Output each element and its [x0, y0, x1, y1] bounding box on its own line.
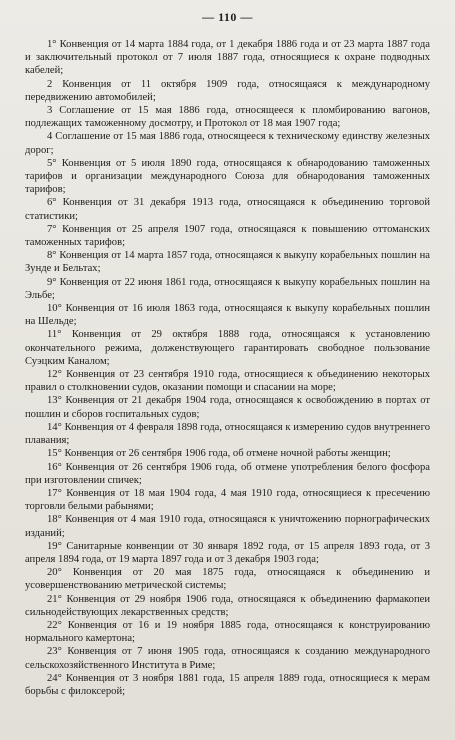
list-item: 9° Конвенция от 22 июня 1861 года, относящаяся к выкупу корабельных пошлин на Эльбе;: [25, 276, 430, 301]
list-item: 19° Санитарные конвенции от 30 января 1892 года, от 15 апреля 1893 года, от 3 апреля 1894 года, от 19 марта 1897 года и от 3 декабря 1903 года;: [25, 540, 430, 565]
list-item: 6° Конвенция от 31 декабря 1913 года, относящаяся к объединению торговой статистики;: [25, 197, 430, 222]
list-item: 10° Конвенция от 16 июля 1863 года, относящаяся к выкупу корабельных пошлин на Шельде;: [25, 303, 430, 328]
list-item: 3 Соглашение от 15 мая 1886 года, относящееся к пломбированию вагонов, подлежащих таможенному досмотру, и Протокол от 18 мая 1907 года;: [25, 105, 430, 130]
list-item: 18° Конвенция от 4 мая 1910 года, относящаяся к уничтожению порнографических изданий;: [25, 514, 430, 539]
list-item: 24° Конвенция от 3 ноября 1881 года, 15 апреля 1889 года, относящиеся к мерам борьбы с филоксерой;: [25, 672, 430, 697]
list-item: 22° Конвенция от 16 и 19 ноября 1885 года, относящаяся к конструированию нормального камертона;: [25, 619, 431, 645]
list-item: 12° Конвенция от 23 сентября 1910 года, относящиеся к объединению некоторых правил о столкновении судов, оказании помощи и спасании на море;: [25, 369, 430, 394]
list-item: 4 Соглашение от 15 мая 1886 года, относящееся к техническому единству железных дорог;: [25, 131, 430, 156]
list-item: 11° Конвенция от 29 октября 1888 года, относящаяся к установлению окончательного режима, долженствующего гарантировать свободное пользование Суэцким Каналом;: [25, 329, 430, 367]
list-item: 21° Конвенция от 29 ноября 1906 года, относящаяся к объединению фармакопеи сильнодействующих лекарственных средств;: [25, 593, 430, 618]
list-item: 15° Конвенция от 26 сентября 1906 года, об отмене ночной работы женщин;: [47, 448, 391, 460]
list-item: 13° Конвенция от 21 декабря 1904 года, относящаяся к освобождению в портах от пошлин и сборов госпитальных судов;: [25, 395, 430, 420]
list-item: 23° Конвенция от 7 июня 1905 года, относящаяся к созданию международного сельскохозяйственного Института в Риме;: [25, 646, 430, 671]
list-item: 8° Конвенция от 14 марта 1857 года, относящаяся к выкупу корабельных пошлин на Зунде и Бельтах;: [25, 250, 430, 275]
list-item: 17° Конвенция от 18 мая 1904 года, 4 мая 1910 года, относящиеся к пресечению торговли белыми рабынями;: [25, 487, 430, 513]
list-item: 14° Конвенция от 4 февраля 1898 года, относящаяся к измерению судов внутреннего плавания;: [25, 421, 430, 447]
list-item: 2 Конвенция от 11 октября 1909 года, относящаяся к международному передвижению автомобилей;: [25, 78, 431, 103]
treaty-list: [25, 38, 430, 698]
list-item: 5° Конвенция от 5 июля 1890 года, относящаяся к обнародованию таможенных тарифов и организации международного Союза для обнародования таможенных тарифов;: [25, 157, 430, 196]
list-item: 1° Конвенция от 14 марта 1884 года, от 1 декабря 1886 года и от 23 марта 1887 года и заключительный протокол от 7 июля 1887 года, относящиеся к охране подводных кабелей;: [25, 39, 430, 77]
list-item: 20° Конвенция от 20 мая 1875 года, относящаяся к объединению и усовершенствованию метрической системы;: [25, 567, 430, 592]
list-item: 16° Конвенция от 26 сентября 1906 года, об отмене употребления белого фосфора при изготовлении спичек;: [25, 461, 430, 486]
page-number: — 110 —: [202, 10, 253, 24]
list-item: 7° Конвенция от 25 апреля 1907 года, относящаяся к повышению оттоманских таможенных тарифов;: [25, 223, 430, 249]
